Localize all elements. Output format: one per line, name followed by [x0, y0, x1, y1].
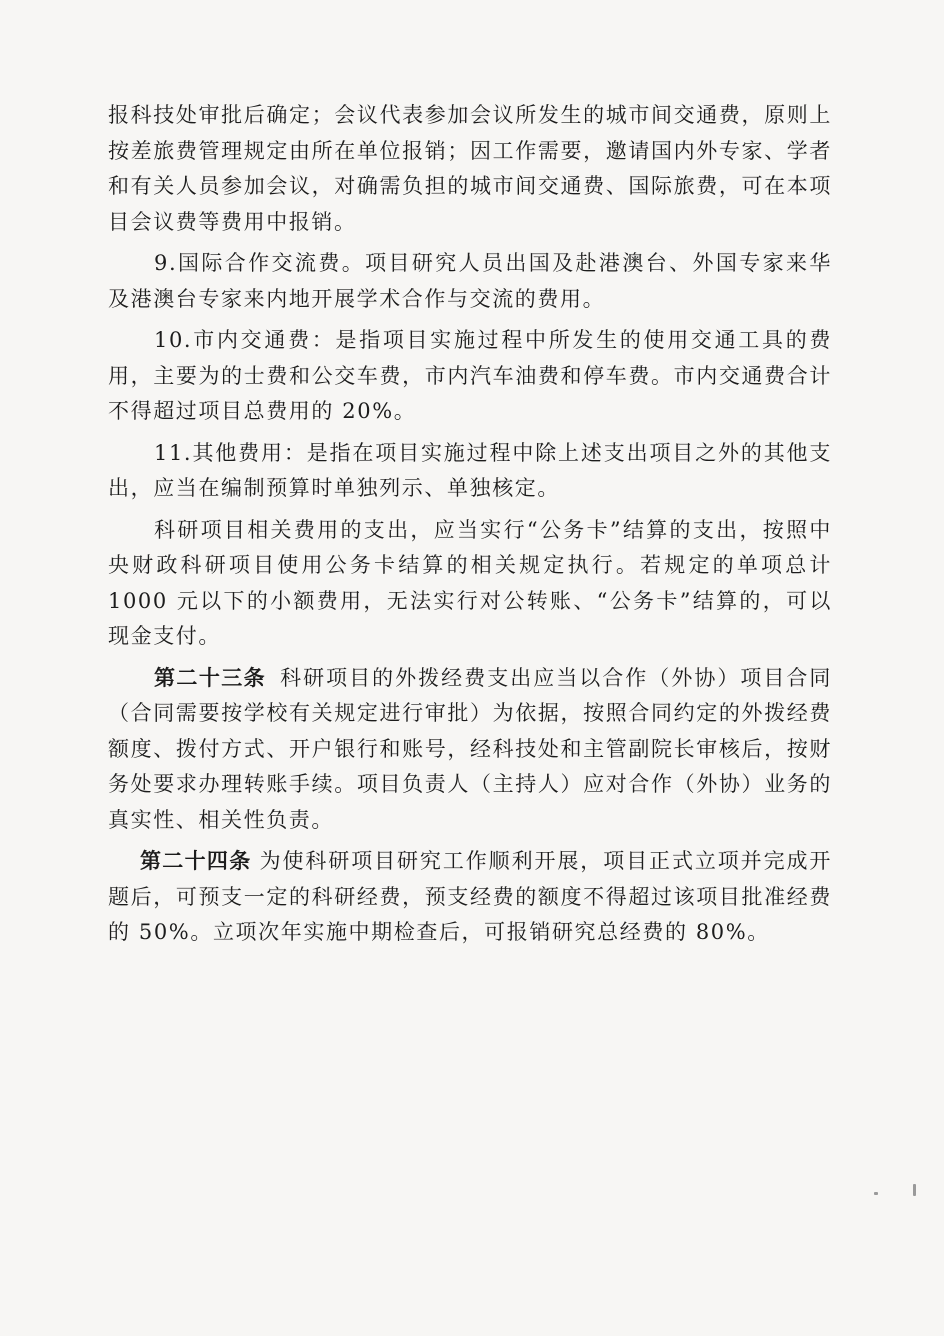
paragraph-international-exchange: 9.国际合作交流费。项目研究人员出国及赴港澳台、外国专家来华及港澳台专家来内地开展学术合作与交流的费用。	[108, 251, 832, 311]
paragraph-local-transport: 10.市内交通费：是指项目实施过程中所发生的使用交通工具的费用，主要为的士费和公交车费，市内汽车油费和停车费。市内交通费合计不得超过项目总费用的 20%。	[108, 328, 832, 423]
article-23-heading: 第二十三条	[154, 665, 267, 690]
paragraph-meeting-fees: 报科技处审批后确定；会议代表参加会议所发生的城市间交通费，原则上按差旅费管理规定由所在单位报销；因工作需要，邀请国内外专家、学者和有关人员参加会议，对确需负担的城市间交通费、国际旅费，可在本项目会议费等费用中报销。	[108, 103, 832, 234]
article-23	[108, 661, 832, 839]
article-24	[108, 844, 832, 951]
article-24-text: 为使科研项目研究工作顺利开展，项目正式立项并完成开题后，可预支一定的科研经费，预支经费的额度不得超过该项目批准经费的 50%。立项次年实施中期检查后，可报销研究总经费的 80%。	[108, 849, 833, 944]
document-body	[108, 98, 832, 957]
scan-speck	[913, 1184, 916, 1196]
scan-speck	[874, 1192, 878, 1195]
paragraph-other-fees: 11.其他费用：是指在项目实施过程中除上述支出项目之外的其他支出，应当在编制预算时单独列示、单独核定。	[108, 440, 832, 500]
paragraph-official-card: 科研项目相关费用的支出，应当实行“公务卡”结算的支出，按照中央财政科研项目使用公务卡结算的相关规定执行。若规定的单项总计 1000 元以下的小额费用，无法实行对公转账、“公务卡”结算的，可以现金支付。	[108, 517, 832, 648]
article-24-heading: 第二十四条	[140, 849, 252, 873]
article-23-text: 科研项目的外拨经费支出应当以合作（外协）项目合同（合同需要按学校有关规定进行审批）为依据，按照合同约定的外拨经费额度、拨付方式、开户银行和账号，经科技处和主管副院长审核后，按财务处要求办理转账手续。项目负责人（主持人）应对合作（外协）业务的真实性、相关性负责。	[108, 665, 832, 832]
